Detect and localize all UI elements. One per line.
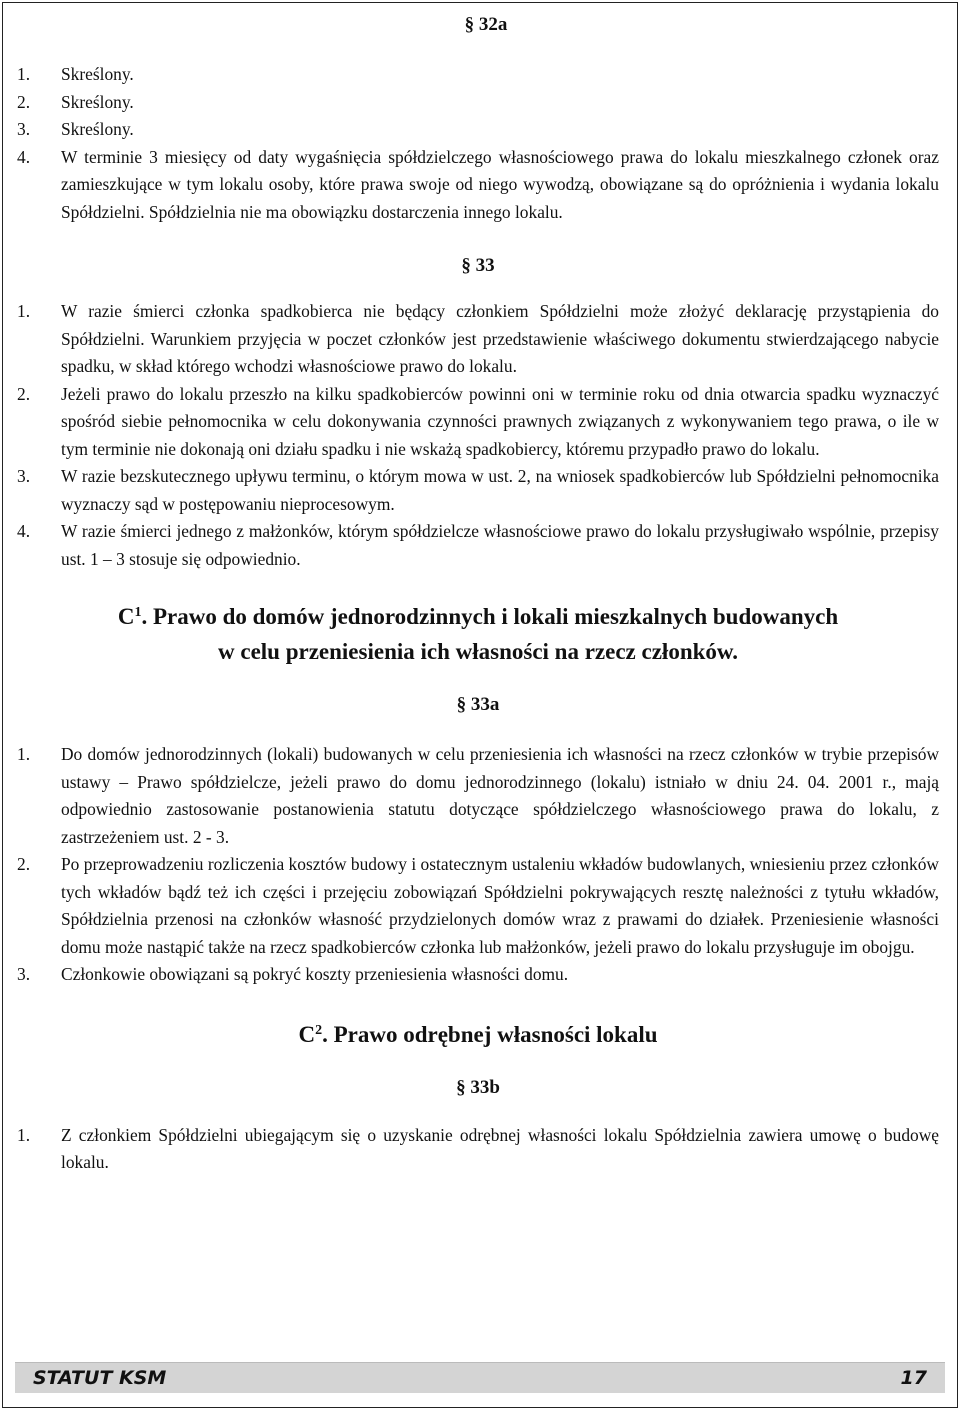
list-item: 1. Z członkiem Spółdzielni ubiegającym się o uzyskanie odrębnej własności lokalu Spółdzielnia zawiera umowę o budowę lokalu. [17,1124,939,1172]
chapter-heading-c2: $C^2$. Prawo odrębnej własności lokalu [298,1021,658,1047]
section-heading-33a: § 33a [456,694,500,715]
list-item: 3. Członkowie obowiązani są pokryć koszty przeniesienia własności domu. [17,964,569,984]
list-item: 3. W razie bezskutecznego upływu terminu, o którym mowa w ust. 2, na wniosek spadkobierców lub Spółdzielni pełnomocnika wyznaczy sąd w postępowaniu nieprocesowym. [17,466,939,514]
list-item: 2. Skreślony. [17,91,134,112]
section-33b-items [17,1122,939,1177]
list-item: 2. Jeżeli prawo do lokalu przeszło na kilku spadkobierców powinni oni w terminie roku od dnia otwarcia spadku wyznaczyć spośród siebie pełnomocnika w celu dokonywania czynności prawnych związanych z wykonywaniem tego prawa, o ile w tym terminie nie dokonają oni działu spadku i nie wskażą spadkobiercy, któremu przypadło prawo do lokalu. [17,383,939,459]
list-item: 4. W terminie 3 miesięcy od daty wygaśnięcia spółdzielczego własnościowego prawa do lokalu mieszkalnego członek oraz zamieszkujące w tym lokalu osoby, które prawa swoje od niego wywodzą, obowiązane są do opróżnienia i wydania lokalu Spółdzielni. Spółdzielnia nie ma obowiązku dostarczenia innego lokalu. [17,146,939,222]
list-item: 4. W razie śmierci jednego z małżonków, którym spółdzielcze własnościowe prawo do lokalu przysługiwało wspólnie, przepisy ust. 1 – 3 stosuje się odpowiednio. [17,521,939,569]
list-item: 1. Skreślony. [17,64,134,84]
list-item: 1. Do domów jednorodzinnych (lokali) budowanych w celu przeniesienia ich własności na rzecz członków w trybie przepisów ustawy – Prawo spółdzielcze, jeżeli prawo do domu jednorodzinnego (lokalu) istniało w dniu 24. 04. 2001 r., mają odpowiednio zastosowanie postanowienia statutu dotyczące spółdzielczego własnościowego prawa do lokalu, z zastrzeżeniem ust. 2 - 3. [17,744,939,847]
document-page [2,2,958,1408]
page-number: 17 [900,1367,927,1389]
list-item: 3. Skreślony. [17,119,134,139]
list-item: 2. Po przeprowadzeniu rozliczenia kosztów budowy i ostatecznym ustaleniu wkładów budowlanych, wniesieniu przez członków tych wkładów bądź też ich części i przejęciu zobowiązań Spółdzielni pokrywających resztę należności z tytułu wkładów, Spółdzielnia przenosi na członków własność przydzielonych domów wraz z prawami do działek. Przeniesienie własności domu może nastąpić także na rzecz spadkobierców członka lub małżonków, jeżeli prawo do lokalu przysługuje im obojgu. [17,854,939,957]
list-item: 1. W razie śmierci członka spadkobierca nie będący członkiem Spółdzielni może złożyć deklarację przystąpienia do Spółdzielni. Warunkiem przyjęcia w poczet członków jest przedstawienie właściwego dokumentu stwierdzającego nabycie spadku, w skład którego wchodzi własnościowe prawo do lokalu. [17,301,939,376]
section-32a-items [17,61,939,226]
section-heading-33b: § 33b [456,1076,500,1098]
page-footer [15,1362,945,1393]
document-content [17,3,939,1177]
chapter-heading-c1: $C^1$. Prawo do domów jednorodzinnych i lokali mieszkalnych budowanych w celu przeniesienia ich własności na rzecz członków. [117,604,839,664]
section-heading-33: § 33 [461,255,495,276]
footer-title: STATUT KSM [33,1367,167,1389]
section-33a-items [17,741,939,989]
section-heading-32a: § 32a [464,14,508,35]
section-33-items [17,298,939,573]
